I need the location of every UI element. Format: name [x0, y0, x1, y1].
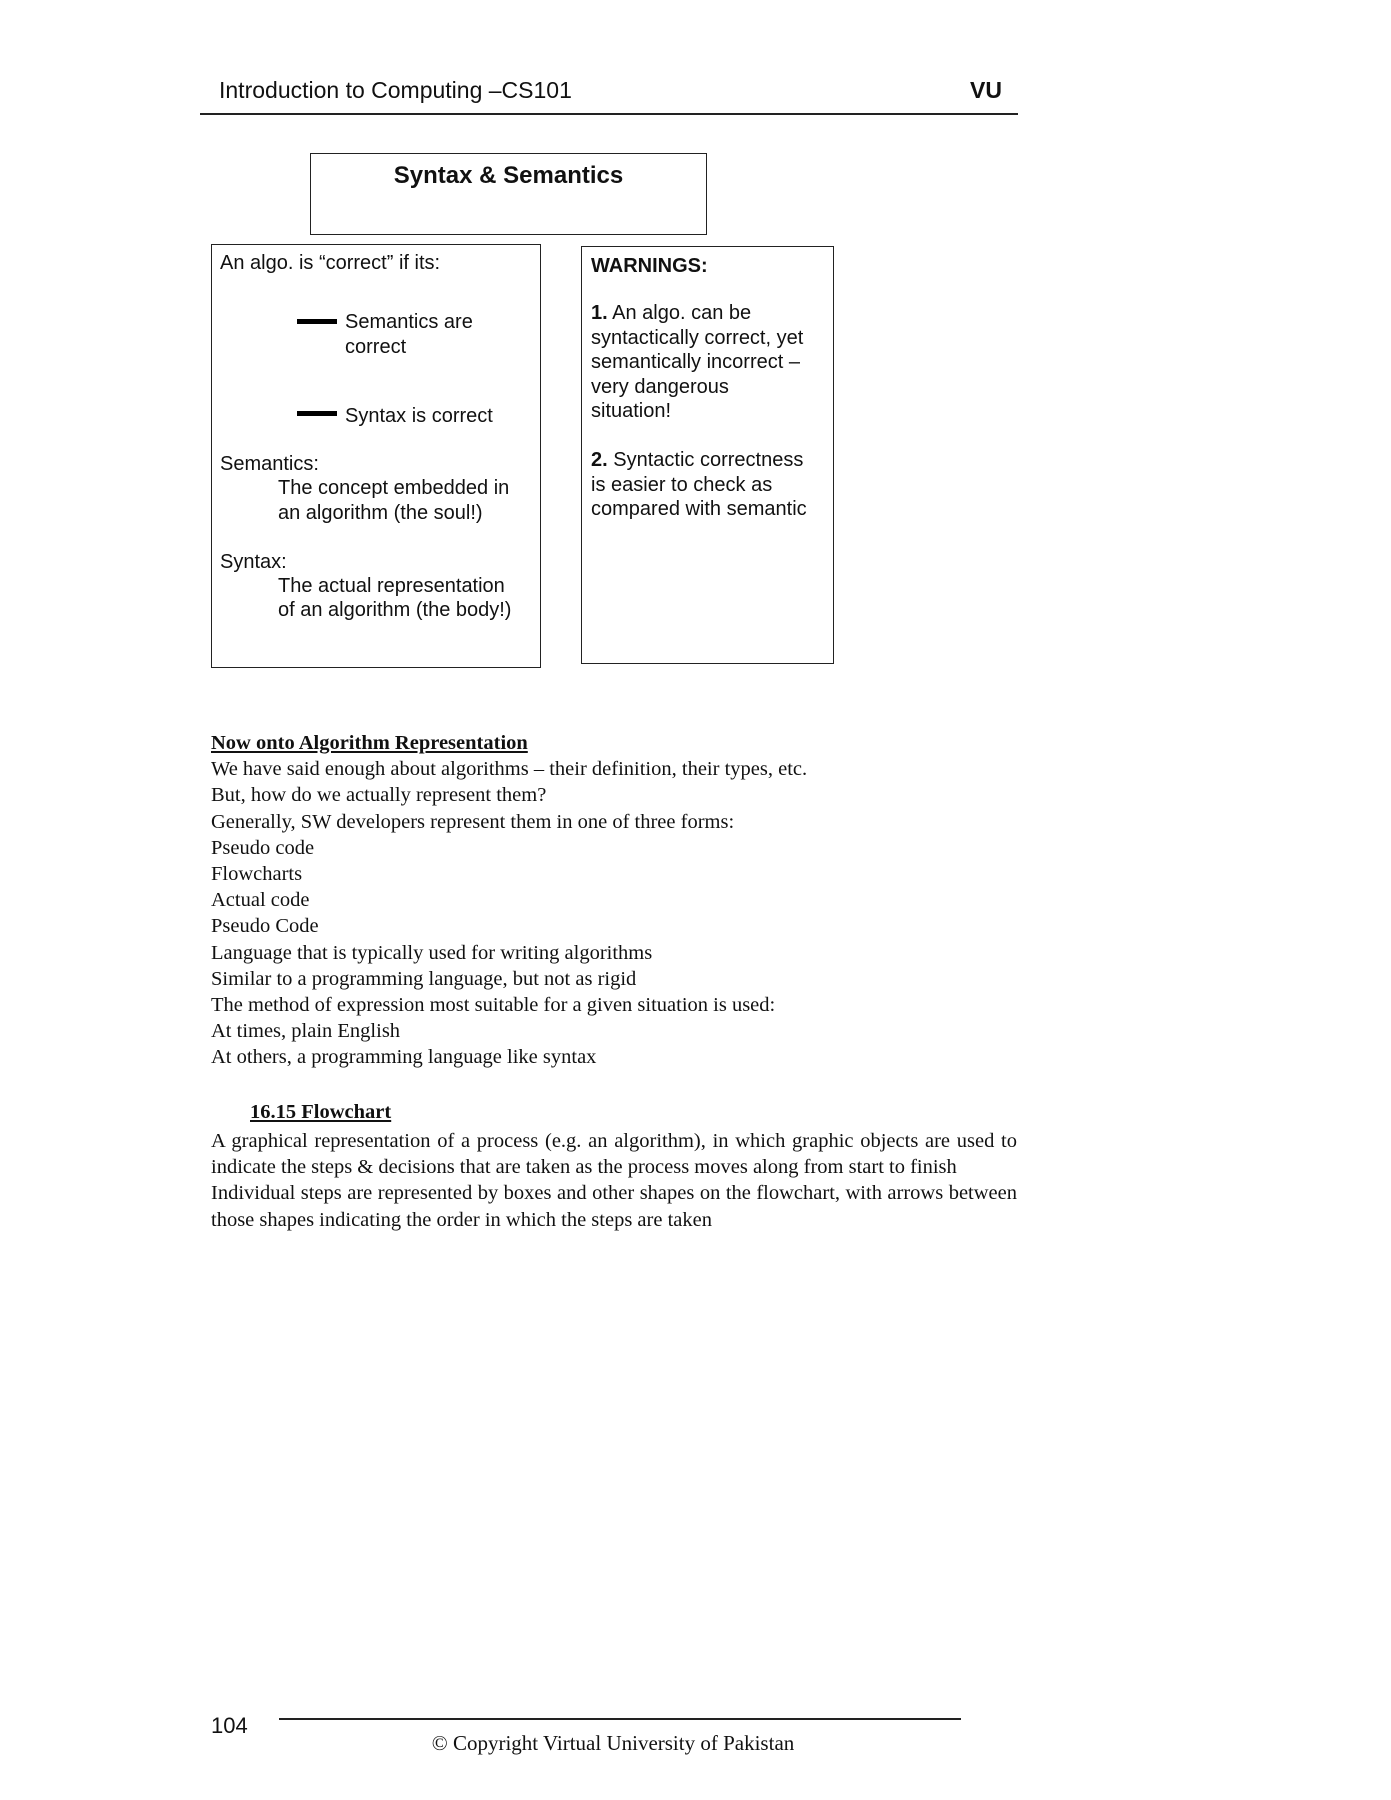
warnings-box — [581, 246, 834, 664]
warning-2-line: compared with semantic — [591, 498, 807, 520]
warning-1-line: An algo. can be — [607, 302, 752, 324]
paragraph: Individual steps are represented by boxes and other shapes on the flowchart, with arrows between those shapes indicating the order in which the steps are taken — [211, 1182, 1017, 1231]
flowchart-heading: 16.15 Flowchart — [250, 1101, 392, 1123]
correctness-intro: An algo. is “correct” if its: — [220, 252, 441, 274]
warning-2-line: is easier to check as — [591, 473, 773, 496]
warning-1-line: situation! — [591, 400, 672, 422]
bullet-semantics-2: correct — [345, 336, 407, 358]
page-number: 104 — [211, 1713, 248, 1738]
body-line: Generally, SW developers represent them in one of three forms: — [211, 810, 735, 833]
slide-title: Syntax & Semantics — [393, 162, 624, 189]
body-line: But, how do we actually represent them? — [211, 784, 547, 807]
syntax-def-2: of an algorithm (the body!) — [278, 599, 512, 621]
body-line: At times, plain English — [211, 1020, 401, 1043]
syntax-def-1: The actual representation — [278, 575, 505, 597]
footer-divider — [279, 1718, 961, 1720]
section-heading: Now onto Algorithm Representation — [211, 732, 528, 754]
warnings-heading: WARNINGS: — [591, 255, 708, 277]
semantics-def-2: an algorithm (the soul!) — [278, 502, 483, 524]
body-line: Pseudo Code — [211, 915, 319, 938]
warning-1-line: semantically incorrect – — [591, 351, 800, 373]
slide-title-box — [310, 153, 707, 235]
body-line: Actual code — [211, 889, 310, 912]
correctness-box — [211, 244, 541, 668]
dash-bullet-icon — [297, 319, 337, 324]
warning-1-number: 1. — [591, 302, 608, 324]
warning-1 — [591, 301, 803, 424]
paragraph: A graphical representation of a process (e.g. an algorithm), in which graphic objects are used to indicate the steps & decisions that are taken as the process moves along from start to finish — [211, 1130, 1017, 1179]
warning-1-line: very dangerous — [591, 375, 729, 398]
body-line: At others, a programming language like syntax — [211, 1046, 597, 1069]
semantics-label: Semantics: — [220, 453, 319, 475]
flowchart-text — [211, 1128, 1017, 1233]
copyright: © Copyright Virtual University of Pakistan — [431, 1731, 795, 1755]
header-title: Introduction to Computing –CS101 — [219, 77, 572, 103]
dash-bullet-icon — [297, 411, 337, 416]
bullet-syntax: Syntax is correct — [345, 405, 493, 427]
body-line: Pseudo code — [211, 836, 315, 859]
warning-1-line: syntactically correct, yet — [591, 326, 804, 349]
body-line: Flowcharts — [211, 863, 303, 886]
body-line: Language that is typically used for writing algorithms — [211, 941, 653, 964]
header-logo: VU — [970, 77, 1002, 103]
warning-2-number: 2. — [591, 449, 608, 471]
warning-2-line: Syntactic correctness — [607, 449, 804, 471]
body-line: Similar to a programming language, but not as rigid — [211, 967, 637, 990]
body-line: We have said enough about algorithms – their definition, their types, etc. — [211, 758, 808, 781]
syntax-label: Syntax: — [220, 551, 287, 573]
semantics-def-1: The concept embedded in — [278, 477, 510, 499]
section-algorithm-representation — [211, 730, 1017, 1071]
body-line: The method of expression most suitable for a given situation is used: — [211, 994, 776, 1017]
warning-2 — [591, 448, 807, 522]
bullet-semantics-1: Semantics are — [345, 311, 473, 333]
header-divider — [200, 113, 1018, 115]
